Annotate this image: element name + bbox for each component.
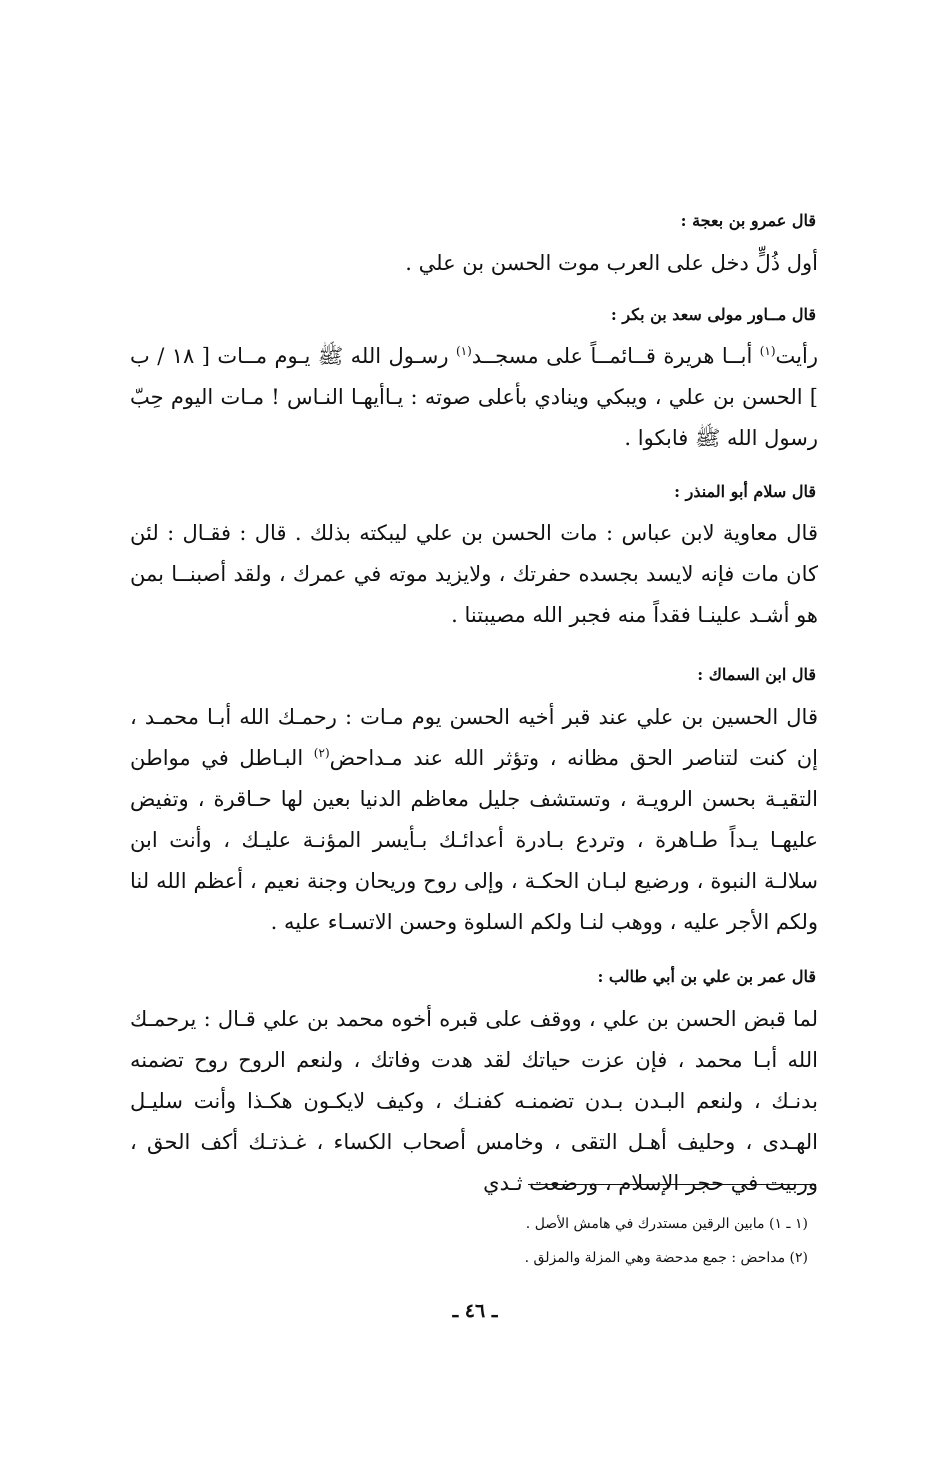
footnote-divider: [528, 1184, 816, 1185]
paragraph: [130, 697, 818, 943]
paragraph: قال معاوية لابن عباس : مات الحسن بن علي ليبكته بذلك . قال : فقـال : لئن كان مات فإنه لايسد بجسده حفرتك ، ولايزيد موته في عمرك ، ولقد أصبنــا بمن هو أشـد علينـا فقداً منه فجبر الله مصيبتنا .: [130, 521, 818, 627]
paragraph: [130, 336, 818, 459]
footnote: (٢) مداحض : جمع مدحضة وهي المزلة والمزلق .: [524, 1250, 808, 1266]
paragraph-text: البـاطل في مواطن التقيـة بحسن الرويـة ، وتستشف جليل معاظم الدنيا بعين لها حـاقرة ، وتفيض عليهـا يـداً طـاهرة ، وتردع بـادرة أعدائـك بـأيسر المؤنـة عليـك ، وأنت ابن سلالـة النبوة ، ورضيع لبـان الحكـة ، وإلى روح وريحان وجنة نعيم ، أعظم الله لنا ولكم الأجر عليه ، ووهب لنـا ولكم السلوة وحسن الاتسـاء عليه .: [130, 746, 818, 934]
paragraph: لما قبض الحسن بن علي ، ووقف على قبره أخوه محمد بن علي قـال : يرحمـك الله أبـا محمد ، فإن عزت حياتك لقد هدت وفاتك ، ولنعم الروح روح تضمنه بدنـك ، ولنعم البـدن بـدن تضمنـه كفنـك ، وكيف لايكـون هكـذا وأنت سليـل الهـدى ، وحليف أهـل التقى ، وخامس أصحاب الكساء ، غـذتـك أكف الحق ، وربيت في حجر الإسلام ، ورضعت ثـدي: [130, 1007, 818, 1195]
footnote: (١ ـ ١) مابين الرقين مستدرك في هامش الأصل .: [525, 1216, 808, 1232]
speaker-heading: قال عمر بن علي بن أبي طالب :: [597, 967, 816, 986]
footnote-marker: (١): [455, 344, 472, 358]
speaker-heading: قال مــاور مولى سعد بن بكر :: [610, 305, 816, 324]
speaker-heading: قال عمرو بن بعجة :: [680, 211, 816, 230]
speaker-heading: قال سلام أبو المنذر :: [674, 482, 816, 501]
page-number: ـ ٤٦ ـ: [452, 1300, 498, 1322]
section-4-text: [130, 697, 818, 943]
speaker-heading: قال ابن السماك :: [697, 665, 816, 684]
section-1-text: [130, 243, 818, 284]
section-2-text: [130, 336, 818, 459]
paragraph: أول ذُلٍّ دخل على العرب موت الحسن بن علي .: [405, 251, 818, 275]
paragraph-text: رأيت: [775, 344, 818, 368]
paragraph-text: أبــا هريرة قــائمــاً على مسجــد: [471, 344, 760, 368]
footnote-marker: (٢): [313, 746, 330, 760]
footnote-marker: (١): [759, 344, 776, 358]
section-3-text: [130, 513, 818, 636]
section-5-text: [130, 999, 818, 1204]
paragraph-text: قال الحسين بن علي عند قبر أخيه الحسن يوم مـات : رحمـك الله أبـا محمـد ، إن كنت لتناصر الحق مظانه ، وتؤثر الله عند مـداحض: [130, 705, 818, 770]
paragraph-text: رسـول الله ﷺ يـوم مــات [ ١٨ / ب ] الحسن بن علي ، ويبكي وينادي بأعلى صوته : يـاأيهـا النـاس ! مـات اليوم حِبّ رسول الله ﷺ فابكوا .: [130, 344, 818, 450]
